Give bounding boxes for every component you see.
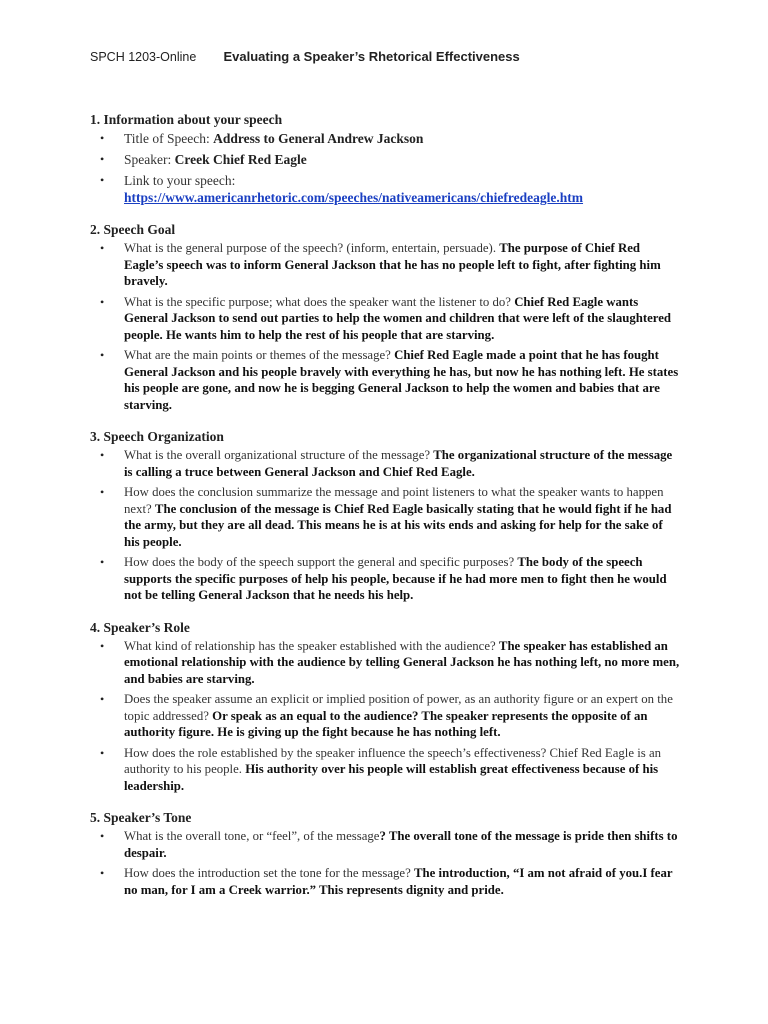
list-item <box>90 172 680 206</box>
bullet-icon: • <box>100 485 105 499</box>
speech-title-value: Address to General Andrew Jackson <box>213 131 424 146</box>
item-label: Link to your speech: <box>124 173 236 188</box>
section-heading: 3. Speech Organization <box>90 429 224 444</box>
question-item <box>90 554 680 604</box>
question-text: What is the overall organizational structure of the message? <box>124 448 434 462</box>
section-heading: 2. Speech Goal <box>90 222 176 237</box>
bullet-icon: • <box>100 866 105 880</box>
answer-text: ? The overall tone of the message is pride then shifts to despair. <box>124 829 678 860</box>
answer-text: The conclusion of the message is Chief Red Eagle basically stating that he would fight if he had the army, but they are all dead. This means he is at his wits ends and asking for help for the sake of his people. <box>124 501 672 549</box>
section-speech-organization <box>90 428 680 604</box>
question-text: What is the specific purpose; what does the speaker want the listener to do? <box>124 294 515 309</box>
question-list <box>90 638 680 795</box>
bullet-icon: • <box>100 294 105 309</box>
question-item <box>90 294 680 344</box>
item-label: Speaker: <box>124 152 175 167</box>
section-speech-goal <box>90 221 680 413</box>
answer-text: The purpose of Chief Red Eagle’s speech was to inform General Jackson that he has no people left to fight, after fighting him bravely. <box>124 241 661 288</box>
question-item <box>90 638 680 688</box>
question-item <box>90 240 680 290</box>
question-list <box>90 447 680 604</box>
question-text: How does the introduction set the tone for the message? <box>124 866 414 880</box>
answer-text: His authority over his people will establish great effectiveness because of his leadership. <box>124 762 659 793</box>
question-list <box>90 828 680 898</box>
question-item <box>90 865 680 898</box>
bullet-icon: • <box>100 829 105 843</box>
bullet-icon: • <box>100 152 105 166</box>
bullet-icon: • <box>100 348 105 362</box>
question-text: Does the speaker assume an explicit or implied position of power, as an authority figure or an expert on the topic addressed? <box>124 692 673 723</box>
item-list <box>90 130 680 206</box>
answer-text: The organizational structure of the message is calling a truce between General Jackson and Chief Red Eagle. <box>124 448 673 479</box>
bullet-icon: • <box>100 745 105 760</box>
question-item <box>90 347 680 413</box>
answer-text: Chief Red Eagle wants General Jackson to send out parties to help the women and children that were left of the slaughtered people. He wants him to help the rest of his people that are starving. <box>124 294 672 342</box>
question-item <box>90 447 680 480</box>
question-text: How does the conclusion summarize the message and point listeners to what the speaker wants to happen next? <box>124 485 664 516</box>
document-body <box>90 111 680 913</box>
list-item <box>90 130 680 147</box>
question-item <box>90 691 680 741</box>
question-item <box>90 828 680 861</box>
answer-text: Or speak as an equal to the audience? The speaker represents the opposite of an authority figure. He is giving up the fight because he has nothing left. <box>124 708 648 739</box>
list-item <box>90 151 680 168</box>
course-code: SPCH 1203-Online <box>90 50 197 64</box>
bullet-icon: • <box>100 448 105 462</box>
document-title: Evaluating a Speaker’s Rhetorical Effectiveness <box>223 49 520 64</box>
answer-text: The body of the speech supports the specific purposes of help his people, because if he had more men to fight then he would not be telling General Jackson that he needs his help. <box>124 555 667 602</box>
section-heading: 4. Speaker’s Role <box>90 619 190 635</box>
question-list <box>90 240 680 413</box>
speech-link[interactable]: https://www.americanrhetoric.com/speeches/nativeamericans/chiefredeagle.htm <box>124 190 584 205</box>
question-text: How does the body of the speech support the general and specific purposes? <box>124 555 518 569</box>
question-text: How does the role established by the speaker influence the speech’s effectiveness? Chief Red Eagle is an authority to his people. <box>124 745 662 776</box>
section-heading: 5. Speaker’s Tone <box>90 810 192 825</box>
section-speech-info <box>90 111 680 206</box>
question-item <box>90 745 680 795</box>
bullet-icon: • <box>100 241 105 255</box>
bullet-icon: • <box>100 173 105 187</box>
section-speakers-tone <box>90 809 680 898</box>
section-speakers-role <box>90 619 680 795</box>
question-text: What kind of relationship has the speaker established with the audience? <box>124 638 499 653</box>
section-heading: 1. Information about your speech <box>90 112 283 127</box>
question-item <box>90 484 680 550</box>
question-text: What are the main points or themes of the message? <box>124 348 395 362</box>
bullet-icon: • <box>100 131 105 145</box>
answer-text: The introduction, “I am not afraid of you.I fear no man, for I am a Creek warrior.” This represents dignity and pride. <box>124 866 673 897</box>
bullet-icon: • <box>100 692 105 706</box>
bullet-icon: • <box>100 555 105 569</box>
bullet-icon: • <box>100 638 105 653</box>
question-text: What is the overall tone, or “feel”, of the message <box>124 829 380 843</box>
answer-text: The speaker has established an emotional relationship with the audience by telling General Jackson he has nothing left, no more men, and babies are starving. <box>124 638 680 686</box>
item-label: Title of Speech: <box>124 131 214 146</box>
speaker-value: Creek Chief Red Eagle <box>174 152 307 167</box>
answer-text: Chief Red Eagle made a point that he has fought General Jackson and his people bravely with everything he has, but now he has nothing left. He states his people are gone, and now he is begging General Jackson to help the women and babies that are starving. <box>124 348 679 412</box>
question-text: What is the general purpose of the speech? (inform, entertain, persuade). <box>124 241 500 255</box>
page-header <box>90 49 520 64</box>
